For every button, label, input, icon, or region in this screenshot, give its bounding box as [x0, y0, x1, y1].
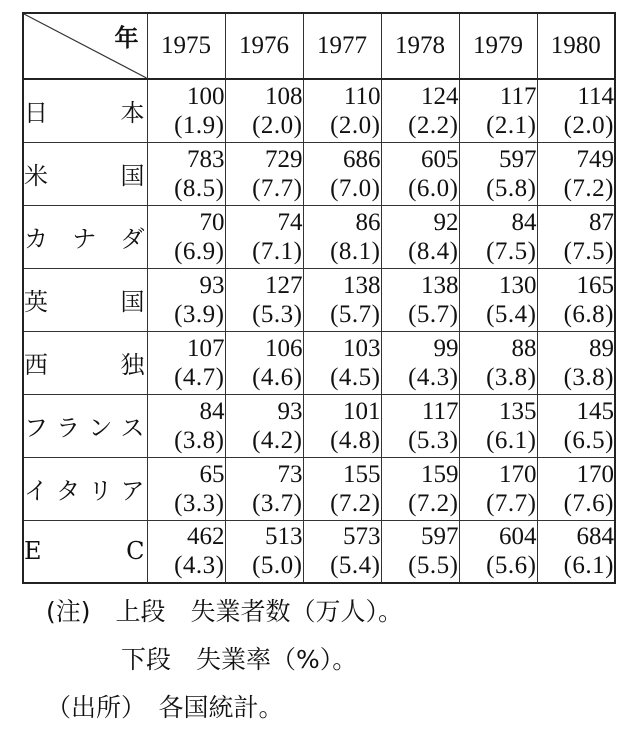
unemployment-rate: (5.4)	[486, 300, 537, 328]
unemployed-count: 93	[277, 397, 303, 425]
unemployment-rate: (5.8)	[486, 174, 537, 202]
unemployment-rate: (5.7)	[408, 300, 459, 328]
value-cell	[459, 394, 537, 457]
unemployment-rate: (7.2)	[408, 489, 459, 517]
value-cell	[147, 268, 225, 331]
country-char: 日	[24, 99, 50, 128]
value-cell	[303, 268, 381, 331]
country-char: ナ	[72, 225, 99, 253]
value-cell	[381, 79, 459, 142]
unemployed-count: 124	[421, 82, 459, 110]
value-cell	[537, 394, 615, 457]
unemployed-count: 159	[421, 460, 459, 488]
country-char: 英	[24, 288, 50, 316]
country-name	[24, 471, 147, 506]
country-char: ラ	[56, 414, 83, 442]
value-cell	[303, 79, 381, 142]
country-cell	[23, 394, 147, 457]
country-char: 西	[24, 351, 50, 379]
unemployment-rate: (5.7)	[330, 300, 381, 328]
country-name	[24, 219, 147, 254]
unemployed-count: 114	[577, 82, 614, 110]
unemployment-rate: (3.8)	[174, 426, 225, 454]
unemployed-count: 110	[343, 82, 381, 110]
unemployment-rate: (7.1)	[252, 237, 303, 265]
unemployed-count: 135	[499, 397, 537, 425]
unemployed-count: 70	[199, 208, 225, 236]
unemployed-count: 604	[499, 523, 537, 551]
value-cell	[303, 520, 381, 583]
country-char: リ	[88, 477, 115, 505]
value-cell	[459, 268, 537, 331]
value-cell	[147, 457, 225, 520]
note-line: (注) 上段 失業者数（万人）。	[46, 597, 404, 626]
unemployment-rate: (6.1)	[563, 552, 614, 580]
unemployment-rate: (7.2)	[563, 174, 614, 202]
unemployment-rate: (3.3)	[174, 489, 225, 517]
value-cell	[225, 457, 303, 520]
unemployed-count: 74	[277, 208, 303, 236]
unemployment-rate: (4.6)	[252, 363, 303, 391]
unemployment-rate: (5.5)	[408, 552, 459, 580]
unemployed-count: 170	[499, 460, 537, 488]
unemployed-count: 605	[421, 145, 459, 173]
value-cell	[147, 79, 225, 142]
table-row	[23, 79, 615, 142]
unemployment-rate: (4.2)	[252, 426, 303, 454]
unemployment-rate: (7.6)	[563, 489, 614, 517]
value-cell	[225, 394, 303, 457]
table-notes	[46, 588, 403, 732]
value-cell	[225, 205, 303, 268]
unemployment-rate: (3.8)	[486, 363, 537, 391]
table-row	[23, 205, 615, 268]
unemployed-count: 462	[187, 523, 225, 551]
value-cell	[381, 394, 459, 457]
unemployment-rate: (2.2)	[408, 111, 459, 139]
unemployed-count: 100	[187, 82, 225, 110]
value-cell	[459, 520, 537, 583]
value-cell	[459, 457, 537, 520]
country-char: C	[126, 537, 147, 566]
country-char: 本	[120, 99, 147, 128]
country-cell	[23, 142, 147, 205]
value-cell	[459, 331, 537, 394]
source-line: （出所） 各国統計。	[46, 693, 284, 722]
value-cell	[381, 520, 459, 583]
unemployment-rate: (6.5)	[563, 426, 614, 454]
table-row	[23, 394, 615, 457]
value-cell	[303, 142, 381, 205]
table-row	[23, 331, 615, 394]
unemployed-count: 130	[499, 271, 537, 299]
unemployed-count: 92	[433, 208, 459, 236]
unemployed-count: 127	[265, 271, 303, 299]
unemployment-rate: (2.0)	[563, 111, 614, 139]
unemployed-count: 138	[421, 271, 459, 299]
unemployed-count: 597	[421, 523, 459, 551]
unemployment-rate: (7.0)	[330, 174, 381, 202]
unemployed-count: 165	[576, 271, 614, 299]
unemployment-rate: (6.8)	[563, 300, 614, 328]
table-row	[23, 142, 615, 205]
country-char: ン	[88, 414, 115, 442]
unemployment-rate: (4.7)	[174, 363, 225, 391]
value-cell	[225, 331, 303, 394]
value-cell	[225, 142, 303, 205]
country-name	[24, 282, 147, 317]
unemployed-count: 88	[511, 334, 537, 362]
value-cell	[381, 457, 459, 520]
country-cell	[23, 205, 147, 268]
country-name	[24, 408, 147, 443]
unemployment-rate: (8.1)	[330, 237, 381, 265]
country-cell	[23, 520, 147, 583]
unemployment-rate: (3.8)	[563, 363, 614, 391]
unemployment-rate: (5.0)	[252, 552, 303, 580]
value-cell	[147, 331, 225, 394]
unemployed-count: 86	[355, 208, 381, 236]
unemployed-count: 101	[343, 397, 381, 425]
unemployment-rate: (6.9)	[174, 237, 225, 265]
value-cell	[147, 205, 225, 268]
unemployed-count: 106	[265, 334, 303, 362]
unemployment-rate: (3.7)	[252, 489, 303, 517]
unemployed-count: 103	[343, 334, 381, 362]
table-row	[23, 268, 615, 331]
country-char: E	[24, 537, 44, 566]
unemployed-count: 155	[343, 460, 381, 488]
value-cell	[147, 520, 225, 583]
unemployed-count: 513	[265, 523, 303, 551]
value-cell	[459, 79, 537, 142]
unemployed-count: 93	[199, 271, 225, 299]
unemployment-rate: (7.7)	[486, 489, 537, 517]
country-char: フ	[24, 414, 50, 442]
value-cell	[303, 457, 381, 520]
unemployed-count: 749	[576, 145, 614, 173]
value-cell	[381, 268, 459, 331]
country-cell	[23, 79, 147, 142]
country-name	[24, 537, 147, 565]
value-cell	[303, 205, 381, 268]
value-cell	[537, 205, 615, 268]
unemployment-rate: (1.9)	[174, 111, 225, 139]
unemployed-count: 87	[589, 208, 614, 236]
unemployed-count: 170	[576, 460, 614, 488]
unemployed-count: 84	[199, 397, 225, 425]
unemployment-rate: (5.6)	[486, 552, 537, 580]
unemployed-count: 117	[421, 397, 459, 425]
value-cell	[225, 520, 303, 583]
value-cell	[537, 79, 615, 142]
year-header: 1977	[303, 13, 381, 79]
value-cell	[147, 142, 225, 205]
unemployed-count: 99	[433, 334, 459, 362]
corner-cell	[23, 13, 147, 79]
value-cell	[381, 205, 459, 268]
value-cell	[225, 79, 303, 142]
unemployed-count: 73	[277, 460, 303, 488]
unemployment-rate: (4.5)	[330, 363, 381, 391]
country-cell	[23, 331, 147, 394]
unemployment-rate: (7.5)	[486, 237, 537, 265]
country-cell	[23, 457, 147, 520]
unemployment-rate: (2.0)	[252, 111, 303, 139]
country-char: カ	[24, 225, 50, 253]
unemployed-count: 686	[343, 145, 381, 173]
year-header: 1978	[381, 13, 459, 79]
unemployment-rate: (8.4)	[408, 237, 459, 265]
unemployment-rate: (2.0)	[330, 111, 381, 139]
unemployment-rate: (4.8)	[330, 426, 381, 454]
unemployment-rate: (4.3)	[174, 552, 225, 580]
value-cell	[303, 394, 381, 457]
unemployed-count: 597	[499, 145, 537, 173]
value-cell	[537, 457, 615, 520]
unemployed-count: 117	[499, 82, 537, 110]
value-cell	[381, 331, 459, 394]
unemployment-rate: (7.5)	[563, 237, 614, 265]
value-cell	[537, 331, 615, 394]
unemployed-count: 145	[576, 397, 614, 425]
country-char: 国	[120, 288, 147, 316]
country-char: ス	[120, 414, 147, 442]
year-header: 1976	[225, 13, 303, 79]
unemployment-rate: (5.4)	[330, 552, 381, 580]
unemployment-rate: (5.3)	[408, 426, 459, 454]
unemployed-count: 729	[265, 145, 303, 173]
value-cell	[147, 394, 225, 457]
unemployed-count: 573	[343, 523, 381, 551]
unemployment-rate: (6.1)	[486, 426, 537, 454]
value-cell	[537, 268, 615, 331]
unemployment-rate: (8.5)	[174, 174, 225, 202]
note-line: 下段 失業率（%）。	[46, 645, 358, 674]
unemployed-count: 89	[589, 334, 614, 362]
value-cell	[537, 520, 615, 583]
value-cell	[303, 331, 381, 394]
country-char: タ	[56, 477, 83, 505]
country-name	[24, 156, 147, 191]
table-row	[23, 457, 615, 520]
value-cell	[225, 268, 303, 331]
year-header: 1980	[537, 13, 615, 79]
unemployed-count: 783	[187, 145, 225, 173]
value-cell	[459, 205, 537, 268]
unemployment-rate: (2.1)	[486, 111, 537, 139]
country-cell	[23, 268, 147, 331]
value-cell	[381, 142, 459, 205]
header-row	[23, 13, 615, 79]
country-char: イ	[24, 477, 50, 505]
country-char: 独	[120, 351, 147, 379]
country-char: ア	[120, 477, 147, 505]
country-name	[24, 345, 147, 380]
value-cell	[537, 142, 615, 205]
table-body	[23, 79, 615, 583]
unemployment-table	[22, 12, 616, 584]
unemployed-count: 108	[265, 82, 303, 110]
unemployed-count: 684	[576, 523, 614, 551]
unemployed-count: 84	[511, 208, 537, 236]
unemployment-rate: (6.0)	[408, 174, 459, 202]
country-char: 米	[24, 162, 50, 190]
unemployed-count: 65	[199, 460, 225, 488]
value-cell	[459, 142, 537, 205]
year-axis-label: 年	[114, 23, 139, 52]
year-header: 1975	[147, 13, 225, 79]
table-row	[23, 520, 615, 583]
unemployed-count: 138	[343, 271, 381, 299]
unemployment-rate: (3.9)	[174, 300, 225, 328]
unemployment-rate: (7.7)	[252, 174, 303, 202]
unemployment-rate: (7.2)	[330, 489, 381, 517]
year-header: 1979	[459, 13, 537, 79]
unemployment-rate: (4.3)	[408, 363, 459, 391]
country-char: ダ	[120, 225, 147, 253]
unemployment-rate: (5.3)	[252, 300, 303, 328]
country-name	[24, 93, 147, 128]
country-char: 国	[120, 162, 147, 190]
unemployed-count: 107	[187, 334, 225, 362]
